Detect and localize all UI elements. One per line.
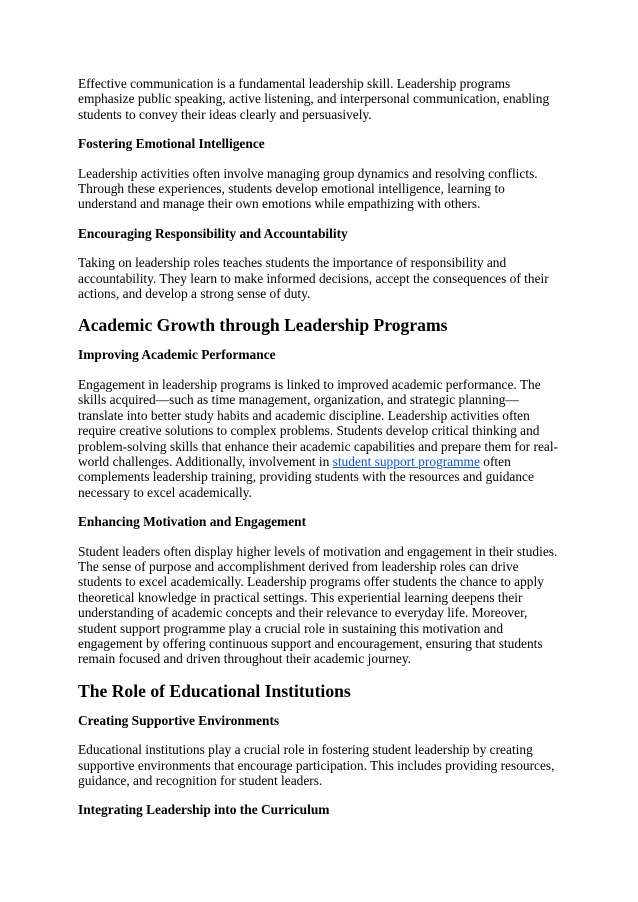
heading-supportive-environments: Creating Supportive Environments bbox=[78, 712, 280, 728]
section-heading-academic-growth: Academic Growth through Leadership Programs bbox=[78, 315, 448, 336]
heading-motivation: Enhancing Motivation and Engagement bbox=[78, 514, 307, 530]
paragraph-responsibility: Taking on leadership roles teaches students the importance of responsibility and accountability. They learn to make informed decisions, accept the consequences of their actions, and develop a strong sense of duty. bbox=[78, 255, 549, 302]
paragraph-text-after-link: often complements leadership training, providing students with the resources and guidance necessary to excel academically. bbox=[78, 453, 534, 500]
heading-emotional-intelligence: Fostering Emotional Intelligence bbox=[78, 136, 265, 152]
paragraph-motivation: Student leaders often display higher levels of motivation and engagement in their studies. The sense of purpose and accomplishment derived from leadership roles can drive students to excel academically. Leadership programs offer students the chance to apply theoretical knowledge in practical settings. This experiential learning deepens their understanding of academic concepts and their relevance to everyday life. Moreover, student support programme play a crucial role in sustaining this motivation and engagement by offering continuous support and encouragement, ensuring that students remain focused and driven throughout their academic journey. bbox=[78, 543, 558, 667]
heading-curriculum: Integrating Leadership into the Curriculum bbox=[78, 802, 330, 818]
document-page bbox=[78, 76, 564, 832]
heading-responsibility: Encouraging Responsibility and Accountability bbox=[78, 225, 348, 241]
paragraph-supportive-environments: Educational institutions play a crucial role in fostering student leadership by creating supportive environments that encourage participation. This includes providing resources, guidance, and recognition for student leaders. bbox=[78, 742, 555, 788]
paragraph-emotional-intelligence: Leadership activities often involve managing group dynamics and resolving conflicts. Through these experiences, students develop emotional intelligence, learning to understand and manage their own emotions while empathizing with others. bbox=[78, 165, 538, 212]
section-heading-institutions: The Role of Educational Institutions bbox=[78, 680, 351, 701]
heading-academic-performance: Improving Academic Performance bbox=[78, 347, 276, 363]
paragraph-communication: Effective communication is a fundamental leadership skill. Leadership programs emphasize public speaking, active listening, and interpersonal communication, enabling students to convey their ideas clearly and persuasively. bbox=[78, 76, 550, 122]
paragraph-academic-performance bbox=[78, 377, 564, 500]
student-support-programme-link[interactable]: student support programme bbox=[332, 453, 480, 469]
paragraph-text-before-link: Engagement in leadership programs is linked to improved academic performance. The skills acquired—such as time management, organization, and strategic planning—translate into better study habits and academic discipline. Leadership activities often require creative solutions to complex problems. Students develop critical thinking and problem-solving skills that enhance their academic capabilities and prepare them for real-world challenges. Additionally, involvement in bbox=[78, 376, 559, 469]
